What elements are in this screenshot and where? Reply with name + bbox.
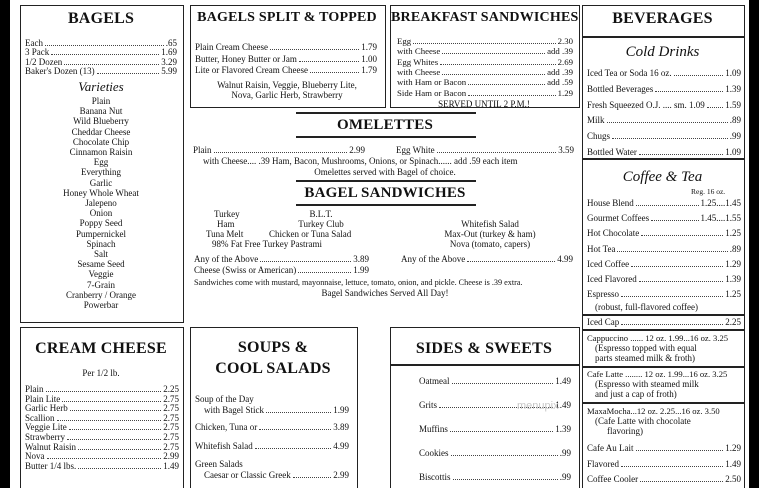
sandwich-turkey: Turkey: [214, 209, 240, 219]
breakfast-item-price: add .39: [547, 46, 573, 57]
variety-item: Banana Nut: [79, 106, 123, 117]
cream-cheese-item-price: 2.25: [163, 384, 179, 394]
dot-leader: [707, 107, 724, 108]
variety-item: Jalepeno: [85, 198, 117, 208]
dot-leader: [57, 420, 162, 421]
sandwich-nova: Nova (tomato, capers): [449, 239, 531, 249]
dot-leader: [451, 455, 558, 456]
dot-leader: [46, 391, 162, 392]
omelette-served-note: Omelettes served with Bagel of choice.: [314, 167, 456, 177]
variety-item: Wild Blueberry: [73, 116, 129, 127]
coffee-item-price: .89: [729, 243, 741, 254]
soups-title-2: COOL SALADS: [215, 360, 331, 377]
variety-item: Garlic: [89, 177, 113, 188]
variety-item: Plain: [91, 96, 111, 106]
salad-item-price: 3.89: [333, 422, 349, 432]
coffee-item-price: 1.39: [725, 274, 741, 284]
breakfast-item-name: Side Ham or Bacon: [397, 87, 467, 98]
coffee-item-name: Iced Flavored: [587, 274, 637, 284]
breakfast-item-row: [397, 46, 573, 56]
cappuccino-note-1: (Espresso topped with equal: [595, 343, 697, 353]
split-note-2: Nova, Garlic Herb, Strawberry: [231, 90, 343, 100]
iced-cap-row: [587, 317, 741, 327]
bagel-item-name: Baker's Dozen (13): [25, 65, 95, 76]
bagel-item-name: 1/2 Dozen: [25, 56, 63, 67]
cappuccino-line: Cappuccino ...... 12 oz. 1.99...16 oz. 3.25: [587, 333, 729, 343]
cream-cheese-item-name: Walnut Raisin: [25, 441, 77, 452]
latte-line: Cafe Latte ........ 12 oz. 1.99...16 oz. 3.25: [587, 369, 728, 379]
cream-cheese-item-name: Strawberry: [25, 432, 65, 442]
green-salads: Green Salads: [195, 459, 243, 469]
dot-leader: [78, 449, 161, 450]
coffee-item-row: [587, 259, 741, 269]
sandwich-tuna-melt: Tuna Melt: [206, 229, 244, 239]
coffee-item-name: House Blend: [587, 198, 634, 208]
dot-leader: [617, 251, 727, 252]
breakfast-item-row: [397, 88, 573, 98]
cold-drink-name: Chugs: [587, 131, 611, 142]
cold-drink-row: [587, 68, 741, 78]
dot-leader: [641, 235, 723, 236]
cream-cheese-item-row: [25, 451, 179, 461]
variety-item: Cinnamon Raisin: [69, 147, 133, 157]
split-item-row: [195, 65, 377, 75]
sandwich-max-out: Max-Out (turkey & ham): [444, 229, 536, 239]
coffee-item-name: Hot Chocolate: [587, 228, 640, 239]
dot-leader: [259, 429, 331, 430]
breakfast-item-price: 1.29: [557, 87, 573, 98]
dot-leader: [636, 205, 699, 206]
breakfast-item-price: add .59: [547, 77, 573, 88]
variety-item: Sesame Seed: [77, 259, 125, 270]
cream-cheese-item-row: [25, 422, 179, 432]
dot-leader: [452, 383, 554, 384]
breakfast-panel: [390, 5, 580, 108]
dot-leader: [468, 84, 545, 85]
coffee-item-row: [587, 198, 741, 208]
cream-cheese-item-row: [25, 403, 179, 413]
bagel-item-price: .65: [165, 38, 177, 48]
omelette-plain-row: [193, 145, 365, 155]
side-item-name: Cookies: [419, 448, 449, 458]
variety-item: Everything: [81, 167, 121, 178]
sandwich-note-1: Sandwiches come with mustard, mayonnaise, lettuce, tomato, onion, and pickle. Cheese is .39 extra.: [194, 278, 523, 287]
cream-cheese-item-price: 1.49: [163, 460, 179, 471]
cream-cheese-item-row: [25, 461, 179, 471]
cream-cheese-item-price: 2.75: [163, 412, 179, 423]
split-item-price: 1.79: [361, 42, 377, 52]
sandwich-ham: Ham: [217, 219, 235, 229]
coffee-item-name: Espresso: [587, 289, 619, 300]
cold-drink-price: 1.09: [725, 147, 741, 157]
coffee-item-price: 1.25: [725, 289, 741, 300]
coffee-tail-item-name: Flavored: [587, 458, 619, 469]
cold-drink-name: Iced Tea or Soda 16 oz.: [587, 68, 672, 78]
variety-item: Cheddar Cheese: [71, 126, 131, 137]
cold-drink-name: Bottled Water: [587, 147, 637, 157]
breakfast-item-name: with Cheese: [397, 46, 441, 57]
beverages-panel: [582, 5, 745, 488]
side-item-price: 1.39: [555, 424, 571, 434]
maxa-rule: [583, 402, 745, 404]
coffee-item-price: 1.25: [725, 228, 741, 239]
split-item-name: Plain Cream Cheese: [195, 42, 268, 52]
breakfast-item-price: 2.69: [557, 56, 573, 67]
iced-cap-rule: [583, 314, 745, 316]
soups-title-1: SOUPS &: [237, 339, 309, 356]
sandwich-any-1-row: [194, 254, 369, 264]
dot-leader: [651, 220, 698, 221]
cold-drink-name: Fresh Squeezed O.J. .... sm. 1.09: [587, 99, 705, 110]
sandwich-any-2-row: [401, 254, 573, 264]
cream-cheese-item-name: Nova: [25, 451, 45, 462]
variety-item: Chocolate Chip: [72, 136, 130, 147]
breakfast-item-name: Egg Whites: [397, 56, 439, 67]
dot-leader: [621, 296, 723, 297]
salad-item-row: [195, 422, 349, 432]
coffee-tail-item-price: 1.49: [725, 458, 741, 469]
dot-leader: [621, 324, 723, 325]
left-border: [0, 0, 10, 488]
salad-item-name: Whitefish Salad: [195, 441, 253, 451]
cold-drink-row: [587, 115, 741, 125]
breakfast-item-row: [397, 57, 573, 67]
side-item-name: Biscottis: [419, 472, 451, 482]
dot-leader: [45, 45, 164, 46]
breakfast-item-price: add .39: [547, 66, 573, 77]
cream-cheese-item-price: 2.75: [163, 393, 179, 404]
side-item-row: [419, 448, 571, 458]
variety-item: Powerbar: [83, 300, 119, 310]
variety-item: Onion: [89, 208, 113, 219]
dot-leader: [453, 479, 558, 480]
split-item-row: [195, 42, 377, 52]
dot-leader: [440, 64, 555, 65]
coffee-rule: [583, 158, 745, 160]
coffee-tail-item-price: 2.50: [725, 474, 741, 484]
dot-leader: [214, 152, 348, 153]
omelette-egg-white-name: Egg White: [396, 145, 435, 155]
cold-drink-name: Milk: [587, 115, 605, 126]
coffee-tail-item-name: Coffee Cooler: [587, 474, 639, 484]
dot-leader: [299, 61, 359, 62]
sandwich-whitefish: Whitefish Salad: [461, 219, 519, 229]
breakfast-item-row: [397, 77, 573, 87]
breakfast-item-price: 2.30: [557, 36, 573, 46]
maxa-line: MaxaMocha...12 oz. 2.25...16 oz. 3.50: [587, 406, 720, 416]
variety-item: Honey Whole Wheat: [63, 187, 139, 198]
dot-leader: [47, 458, 162, 459]
coffee-tea-title: Coffee & Tea: [622, 169, 703, 185]
variety-item: Pumpernickel: [76, 228, 126, 239]
variety-item: Egg: [93, 157, 109, 168]
salad-item-price: 4.99: [333, 441, 349, 451]
breakfast-item-name: with Cheese: [397, 66, 441, 77]
split-item-name: Butter, Honey Butter or Jam: [195, 53, 297, 64]
watermark: menupix: [517, 400, 559, 412]
salad-item-name: Chicken, Tuna or: [195, 422, 258, 432]
sandwich-any-1-price: 3.89: [353, 254, 369, 264]
cream-cheese-item-name: Veggie Lite: [25, 422, 67, 433]
sandwiches-rule-top: [296, 180, 476, 182]
omelettes-rule-top: [296, 112, 476, 114]
sandwich-note-2: Bagel Sandwiches Served All Day!: [321, 288, 449, 298]
dot-leader: [298, 272, 351, 273]
cream-cheese-item-row: [25, 394, 179, 404]
dot-leader: [437, 152, 557, 153]
dot-leader: [639, 281, 724, 282]
dot-leader: [631, 266, 723, 267]
sandwich-chicken-tuna: Chicken or Tuna Salad: [269, 229, 352, 239]
side-item-price: .99: [559, 448, 571, 458]
cold-drink-price: 1.39: [725, 83, 741, 94]
coffee-tail-item-price: 1.29: [725, 443, 741, 453]
cream-cheese-item-name: Scallion: [25, 412, 55, 423]
sandwich-any-1-name: Any of the Above: [194, 254, 259, 264]
sandwich-cheese-name: Cheese (Swiss or American): [194, 265, 297, 275]
side-item-price: .99: [559, 472, 571, 482]
dot-leader: [468, 95, 555, 96]
coffee-item-row: [587, 274, 741, 284]
caesar-name: Caesar or Classic Greek: [204, 470, 291, 480]
coffee-tail-item-row: [587, 459, 741, 469]
coffee-item-price: 1.25....1.45: [700, 198, 741, 208]
cold-drink-name: Bottled Beverages: [587, 83, 654, 94]
beverages-title: BEVERAGES: [612, 10, 713, 27]
dot-leader: [62, 401, 161, 402]
dot-leader: [270, 49, 359, 50]
right-border: [749, 0, 759, 488]
latte-note-1: (Espresso with steamed milk: [595, 379, 699, 389]
breakfast-title: BREAKFAST SANDWICHES: [391, 10, 579, 25]
maxa-note-1: (Cafe Latte with chocolate: [595, 416, 691, 426]
dot-leader: [442, 74, 545, 75]
cold-drink-price: .89: [729, 115, 741, 126]
dot-leader: [639, 154, 723, 155]
cold-drink-row: [587, 131, 741, 141]
salad-item-row: [195, 441, 349, 451]
dot-leader: [442, 53, 545, 54]
omelettes-panel: [190, 110, 580, 324]
breakfast-item-name: Egg: [397, 36, 412, 46]
dot-leader: [640, 481, 723, 482]
cream-cheese-item-row: [25, 384, 179, 394]
cream-cheese-panel: [20, 327, 184, 488]
omelette-egg-white-price: 3.59: [558, 145, 574, 155]
iced-cap-name: Iced Cap: [587, 317, 620, 327]
dot-leader: [70, 410, 162, 411]
dot-leader: [67, 439, 161, 440]
breakfast-item-row: [397, 67, 573, 77]
sandwich-any-2-price: 4.99: [557, 254, 573, 264]
side-item-row: [419, 424, 571, 434]
coffee-item-name: Iced Coffee: [587, 258, 630, 269]
variety-item: Veggie: [88, 269, 114, 280]
omelette-plain-price: 2.99: [349, 145, 365, 155]
dot-leader: [69, 429, 162, 430]
dot-leader: [255, 448, 332, 449]
dot-leader: [467, 261, 555, 262]
size-header: Reg. 16 oz.: [691, 187, 726, 196]
dot-leader: [655, 91, 723, 92]
variety-item: Salt: [93, 249, 108, 259]
sandwich-cheese-row: [194, 265, 369, 275]
sandwiches-rule-bottom: [296, 204, 476, 206]
sandwich-turkey-club: Turkey Club: [298, 219, 344, 229]
bagel-item-name: 3 Pack: [25, 47, 50, 58]
split-note-1: Walnut Raisin, Veggie, Blueberry Lite,: [217, 80, 357, 90]
split-item-name: Lite or Flavored Cream Cheese: [195, 65, 308, 75]
side-item-name: Oatmeal: [419, 376, 450, 386]
cappuccino-rule: [583, 329, 745, 331]
coffee-tail-item-row: [587, 474, 741, 484]
soups-panel: [190, 327, 358, 488]
sandwich-cheese-price: 1.99: [353, 265, 369, 275]
dot-leader: [612, 138, 728, 139]
cold-drink-price: 1.09: [725, 68, 741, 78]
omelettes-rule-bottom: [296, 136, 476, 138]
dot-leader: [621, 466, 723, 467]
dot-leader: [78, 468, 161, 469]
sides-rule: [391, 364, 580, 366]
cream-cheese-item-name: Plain Lite: [25, 393, 61, 404]
dot-leader: [51, 54, 159, 55]
coffee-tail-item-name: Cafe Au Lait: [587, 443, 634, 453]
dot-leader: [64, 64, 159, 65]
sandwich-any-2-name: Any of the Above: [401, 254, 466, 264]
dot-leader: [636, 450, 724, 451]
dot-leader: [260, 261, 351, 262]
side-item-row: [419, 376, 571, 386]
soup-bagel-stick-name: with Bagel Stick: [204, 405, 264, 415]
bagel-item-price: 3.29: [161, 56, 177, 67]
dot-leader: [450, 431, 553, 432]
cold-drinks-title: Cold Drinks: [625, 44, 700, 60]
bagels-title: BAGELS: [67, 10, 135, 27]
side-item-row: [419, 472, 571, 482]
variety-item: Spinach: [86, 238, 116, 249]
cream-cheese-item-price: 2.99: [163, 451, 179, 462]
coffee-item-row: [587, 244, 741, 254]
soup-of-the-day: Soup of the Day: [195, 394, 254, 404]
dot-leader: [293, 477, 332, 478]
coffee-item-name: Hot Tea: [587, 243, 616, 254]
coffee-item-price: 1.45....1.55: [700, 213, 741, 224]
coffee-item-name: Gourmet Coffees: [587, 213, 650, 224]
caesar-price: 2.99: [333, 470, 349, 480]
variety-item: 7-Grain: [87, 279, 115, 290]
bagel-item-price: 1.69: [161, 47, 177, 58]
split-item-row: [195, 54, 377, 64]
caesar-row: [204, 470, 349, 480]
side-item-name: Grits: [419, 400, 437, 410]
breakfast-served-note: SERVED UNTIL 2 P.M.!: [438, 99, 530, 108]
varieties-title: Varieties: [78, 79, 124, 94]
maxa-note-2: flavoring): [607, 426, 643, 436]
bagel-item-row: [25, 66, 177, 76]
cold-drink-price: 1.59: [725, 99, 741, 110]
cream-cheese-item-price: 2.75: [163, 441, 179, 452]
cold-drink-row: [587, 147, 741, 157]
cream-cheese-item-price: 2.75: [163, 403, 179, 414]
cream-cheese-item-name: Plain: [25, 384, 44, 394]
cappuccino-note-2: parts steamed milk & froth): [595, 353, 695, 363]
cream-cheese-item-price: 2.75: [163, 422, 179, 433]
cold-drink-price: .99: [729, 131, 741, 142]
split-item-price: 1.00: [361, 53, 377, 64]
espresso-note: (robust, full-flavored coffee): [595, 302, 699, 312]
dot-leader: [413, 43, 555, 44]
soup-bagel-stick-row: [204, 405, 349, 415]
cream-cheese-item-price: 2.75: [163, 432, 179, 442]
side-item-price: 1.49: [555, 376, 571, 386]
latte-note-2: and just a cap of froth): [595, 389, 677, 399]
sides-title: SIDES & SWEETS: [415, 340, 553, 357]
split-topped-title: BAGELS SPLIT & TOPPED: [197, 10, 377, 25]
cream-cheese-item-name: Garlic Herb: [25, 403, 68, 414]
cream-cheese-per: Per 1/2 lb.: [82, 368, 120, 378]
split-item-price: 1.79: [361, 65, 377, 75]
omelettes-title: OMELETTES: [337, 117, 433, 133]
cream-cheese-item-name: Butter 1/4 lbs.: [25, 460, 77, 471]
cold-drink-row: [587, 84, 741, 94]
coffee-item-row: [587, 213, 741, 223]
soup-bagel-stick-price: 1.99: [333, 405, 349, 415]
beverages-rule: [583, 36, 745, 38]
omelette-egg-white-row: [396, 145, 574, 155]
bagel-item-name: Each: [25, 38, 43, 48]
coffee-item-price: 1.29: [725, 258, 741, 269]
coffee-item-row: [587, 228, 741, 238]
sandwich-blt: B.L.T.: [309, 209, 333, 219]
omelette-plain-name: Plain: [193, 145, 212, 155]
cream-cheese-item-row: [25, 432, 179, 442]
side-item-name: Muffins: [419, 424, 448, 434]
bagels-panel: [20, 5, 184, 323]
bagel-item-price: 5.99: [161, 65, 177, 76]
dot-leader: [266, 412, 331, 413]
cold-drink-row: [587, 100, 741, 110]
variety-item: Cranberry / Orange: [66, 289, 136, 300]
side-item-price: 1.49: [555, 400, 571, 410]
coffee-item-row: [587, 289, 741, 299]
dot-leader: [97, 73, 160, 74]
breakfast-item-row: [397, 36, 573, 46]
cream-cheese-item-row: [25, 413, 179, 423]
sandwich-pastrami: 98% Fat Free Turkey Pastrami: [212, 239, 322, 249]
latte-rule: [583, 366, 745, 368]
iced-cap-price: 2.25: [725, 317, 741, 327]
omelette-options: with Cheese.... .39 Ham, Bacon, Mushrooms, Onions, or Spinach...... add .59 each item: [203, 156, 518, 166]
dot-leader: [310, 72, 359, 73]
split-topped-panel: [190, 5, 386, 108]
breakfast-item-name: with Ham or Bacon: [397, 77, 467, 88]
cream-cheese-item-row: [25, 442, 179, 452]
cream-cheese-title: CREAM CHEESE: [35, 340, 167, 357]
variety-item: Poppy Seed: [79, 218, 123, 229]
sandwiches-title: BAGEL SANDWICHES: [304, 185, 466, 201]
dot-leader: [607, 122, 728, 123]
dot-leader: [674, 75, 724, 76]
coffee-tail-item-row: [587, 443, 741, 453]
